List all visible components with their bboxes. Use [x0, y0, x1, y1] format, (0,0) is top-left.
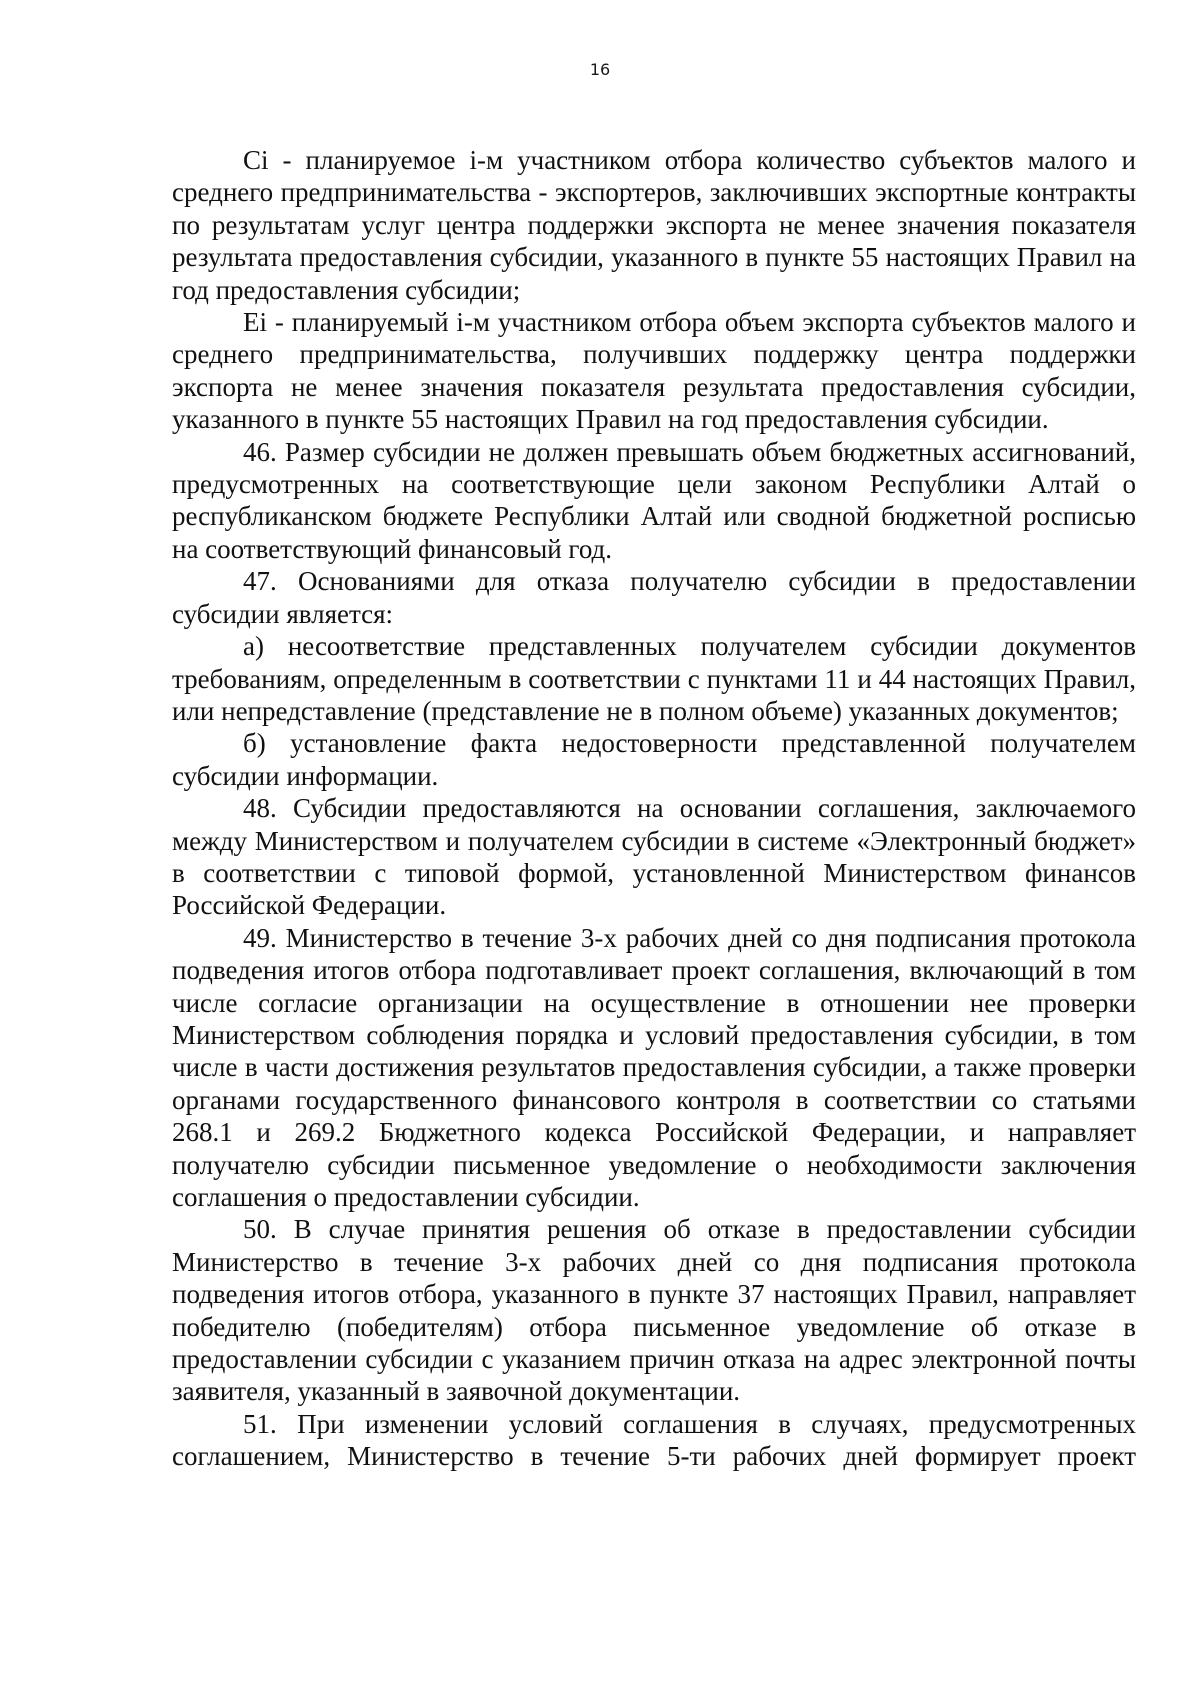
- paragraph-ei-definition: Ei - планируемый i-м участником отбора объем экспорта субъектов малого и среднего предпринимательства, получивших поддержку центра поддержки экспорта не менее значения показателя результата предоставления субсидии, указанного в пункте 55 настоящих Правил на год предоставления субсидии.: [172, 307, 1136, 435]
- document-body: [172, 144, 1136, 1473]
- paragraph-47-a: а) несоответствие представленных получателем субсидии документов требованиям, определенным в соответствии с пунктами 11 и 44 настоящих Правил, или непредставление (представление не в полном объеме) указанных документов;: [172, 631, 1136, 726]
- paragraph-47-b: б) установление факта недостоверности представленной получателем субсидии информации.: [172, 728, 1136, 791]
- page-number: 16: [589, 60, 611, 79]
- paragraph-50: 50. В случае принятия решения об отказе в предоставлении субсидии Министерство в течение 3-х рабочих дней со дня подписания протокола подведения итогов отбора, указанного в пункте 37 настоящих Правил, направляет победителю (победителям) отбора письменное уведомление об отказе в предоставлении субсидии с указанием причин отказа на адрес электронной почты заявителя, указанный в заявочной документации.: [172, 1214, 1136, 1407]
- paragraph-47: 47. Основаниями для отказа получателю субсидии в предоставлении субсидии является:: [172, 566, 1136, 629]
- paragraph-48: 48. Субсидии предоставляются на основании соглашения, заключаемого между Министерством и получателем субсидии в системе «Электронный бюджет» в соответствии с типовой формой, установленной Министерством финансов Российской Федерации.: [172, 793, 1136, 921]
- paragraph-ci-definition: Ci - планируемое i-м участником отбора количество субъектов малого и среднего предпринимательства - экспортеров, заключивших экспортные контракты по результатам услуг центра поддержки экспорта не менее значения показателя результата предоставления субсидии, указанного в пункте 55 настоящих Правил на год предоставления субсидии;: [172, 145, 1136, 305]
- paragraph-49: 49. Министерство в течение 3-х рабочих дней со дня подписания протокола подведения итогов отбора подготавливает проект соглашения, включающий в том числе согласие организации на осуществление в отношении нее проверки Министерством соблюдения порядка и условий предоставления субсидии, в том числе в части достижения результатов предоставления субсидии, а также проверки органами государственного финансового контроля в соответствии со статьями 268.1 и 269.2 Бюджетного кодекса Российской Федерации, и направляет получателю субсидии письменное уведомление о необходимости заключения соглашения о предоставлении субсидии.: [172, 922, 1136, 1212]
- paragraph-51: 51. При изменении условий соглашения в случаях, предусмотренных соглашением, Министерство в течение 5-ти рабочих дней формирует проект: [172, 1408, 1136, 1472]
- paragraph-46: 46. Размер субсидии не должен превышать объем бюджетных ассигнований, предусмотренных на соответствующие цели законом Республики Алтай о республиканском бюджете Республики Алтай или сводной бюджетной росписью на соответствующий финансовый год.: [172, 436, 1136, 564]
